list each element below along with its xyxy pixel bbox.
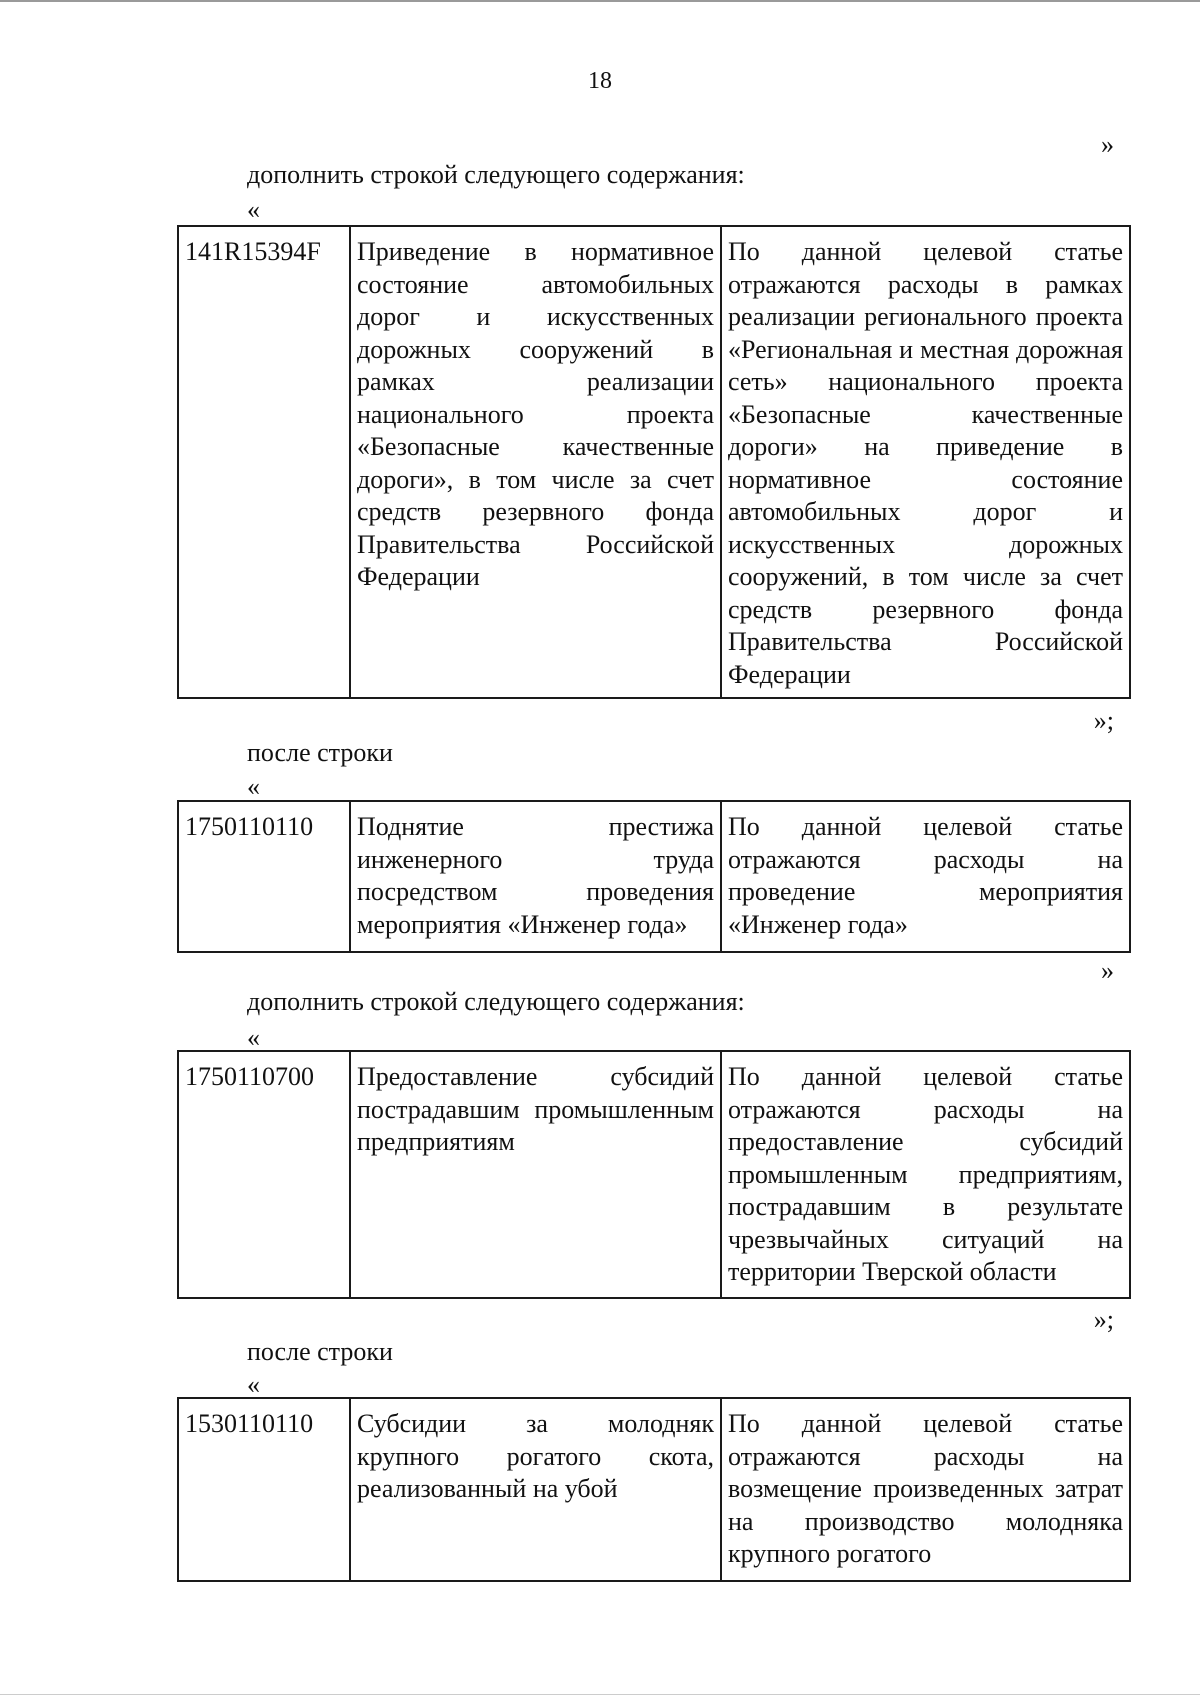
- instruction-text: дополнить строкой следующего содержания:: [247, 160, 745, 189]
- description-cell: По данной целевой статье отражаются расходы на возмещение произведенных затрат на производство молодняка крупного рогатого: [721, 1398, 1130, 1581]
- scan-edge-bottom: [0, 1694, 1200, 1695]
- scan-edge-top: [0, 0, 1200, 2]
- name-cell: Приведение в нормативное состояние автомобильных дорог и искусственных дорожных сооружений в рамках реализации национального проекта «Безопасные качественные дороги», в том числе за счет средств резервного фонда Правительства Российской Федерации: [350, 226, 721, 698]
- code-cell: 1530110110: [178, 1398, 350, 1581]
- page-number: 18: [588, 68, 612, 94]
- description-cell: По данной целевой статье отражаются расходы на проведение мероприятия «Инженер года»: [721, 801, 1130, 952]
- open-quote: «: [247, 195, 260, 224]
- instruction-text: после строки: [247, 738, 393, 767]
- classification-table: [177, 800, 1131, 953]
- name-cell: Поднятие престижа инженерного труда посредством проведения мероприятия «Инженер года»: [350, 801, 721, 952]
- classification-table: [177, 1397, 1131, 1582]
- close-quote: »: [1101, 956, 1114, 985]
- table-row: [178, 1051, 1130, 1298]
- description-cell: По данной целевой статье отражаются расходы в рамках реализации регионального проекта «Региональная и местная дорожная сеть» национального проекта «Безопасные качественные дороги» на приведение в нормативное состояние автомобильных дорог и искусственных дорожных сооружений, в том числе за счет средств резервного фонда Правительства Российской Федерации: [721, 226, 1130, 698]
- code-cell: 1750110110: [178, 801, 350, 952]
- classification-table: [177, 225, 1131, 699]
- table-row: [178, 1398, 1130, 1581]
- open-quote: «: [247, 1370, 260, 1399]
- open-quote: «: [247, 772, 260, 801]
- close-quote: »;: [1093, 1305, 1114, 1334]
- code-cell: 1750110700: [178, 1051, 350, 1298]
- instruction-text: после строки: [247, 1337, 393, 1366]
- instruction-text: дополнить строкой следующего содержания:: [247, 987, 745, 1016]
- close-quote: »: [1101, 130, 1114, 159]
- code-cell: 141R15394F: [178, 226, 350, 698]
- name-cell: Предоставление субсидий пострадавшим промышленным предприятиям: [350, 1051, 721, 1298]
- table-row: [178, 226, 1130, 698]
- close-quote: »;: [1093, 706, 1114, 735]
- description-cell: По данной целевой статье отражаются расходы на предоставление субсидий промышленным предприятиям, пострадавшим в результате чрезвычайных ситуаций на территории Тверской области: [721, 1051, 1130, 1298]
- open-quote: «: [247, 1023, 260, 1052]
- table-row: [178, 801, 1130, 952]
- classification-table: [177, 1050, 1131, 1299]
- name-cell: Субсидии за молодняк крупного рогатого скота, реализованный на убой: [350, 1398, 721, 1581]
